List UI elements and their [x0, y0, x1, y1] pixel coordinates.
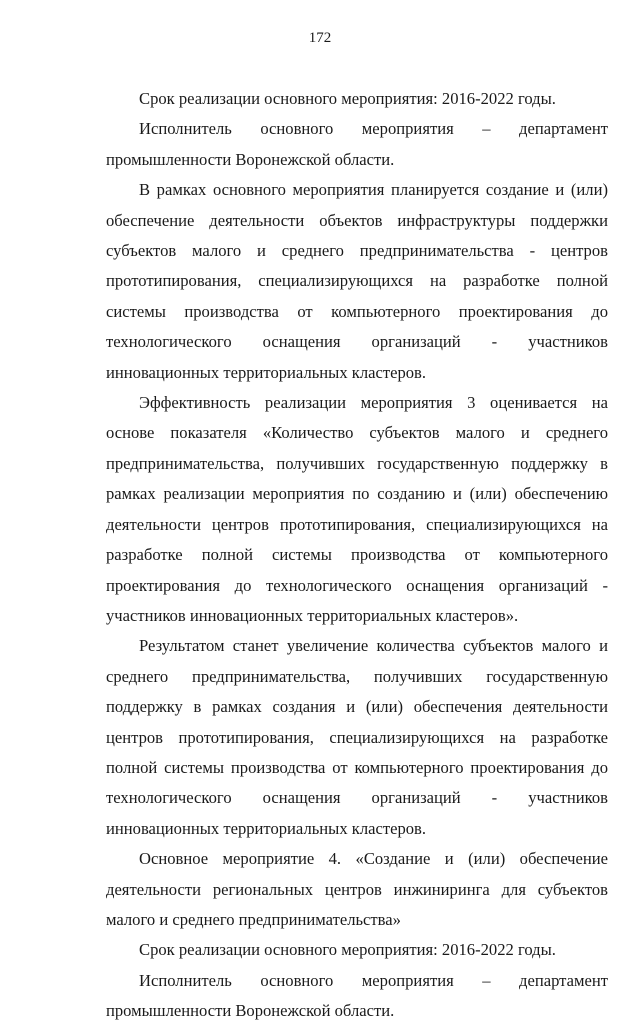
paragraph-term-2: Срок реализации основного мероприятия: 2016-2022 годы.: [139, 940, 556, 960]
paragraph-description: В рамках основного мероприятия планируется создание и (или) обеспечение деятельности объектов инфраструктуры поддержки субъектов малого и среднего предпринимательства - центров прототипирования, специализирующихся на разработке полной системы производства от компьютерного проектирования до технологического оснащения организаций - участников инновационных территориальных кластеров.: [106, 180, 608, 382]
paragraph-executor-2: Исполнитель основного мероприятия – департамент промышленности Воронежской области.: [106, 970, 608, 1021]
paragraph-main-event-4: Основное мероприятие 4. «Создание и (или) обеспечение деятельности региональных центров инжиниринга для субъектов малого и среднего предпринимательства»: [106, 849, 608, 929]
page-number: 172: [308, 30, 332, 46]
paragraph-executor-1: Исполнитель основного мероприятия – департамент промышленности Воронежской области.: [106, 119, 608, 169]
paragraph-result: Результатом станет увеличение количества субъектов малого и среднего предпринимательства, получивших государственную поддержку в рамках создания и (или) обеспечения деятельности центров прототипирования, специализирующихся на разработке полной системы производства от компьютерного проектирования до технологического оснащения организаций - участников инновационных территориальных кластеров.: [106, 636, 608, 838]
paragraph-term-1: Срок реализации основного мероприятия: 2016-2022 годы.: [139, 89, 556, 108]
paragraph-efficiency: Эффективность реализации мероприятия 3 оценивается на основе показателя «Количество субъектов малого и среднего предпринимательства, получивших государственную поддержку в рамках реализации мероприятия по созданию и (или) обеспечению деятельности центров прототипирования, специализирующихся на разработке полной системы производства от компьютерного проектирования до технологического оснащения организаций - участников инновационных территориальных кластеров».: [106, 393, 608, 625]
document-body: [106, 84, 608, 1027]
